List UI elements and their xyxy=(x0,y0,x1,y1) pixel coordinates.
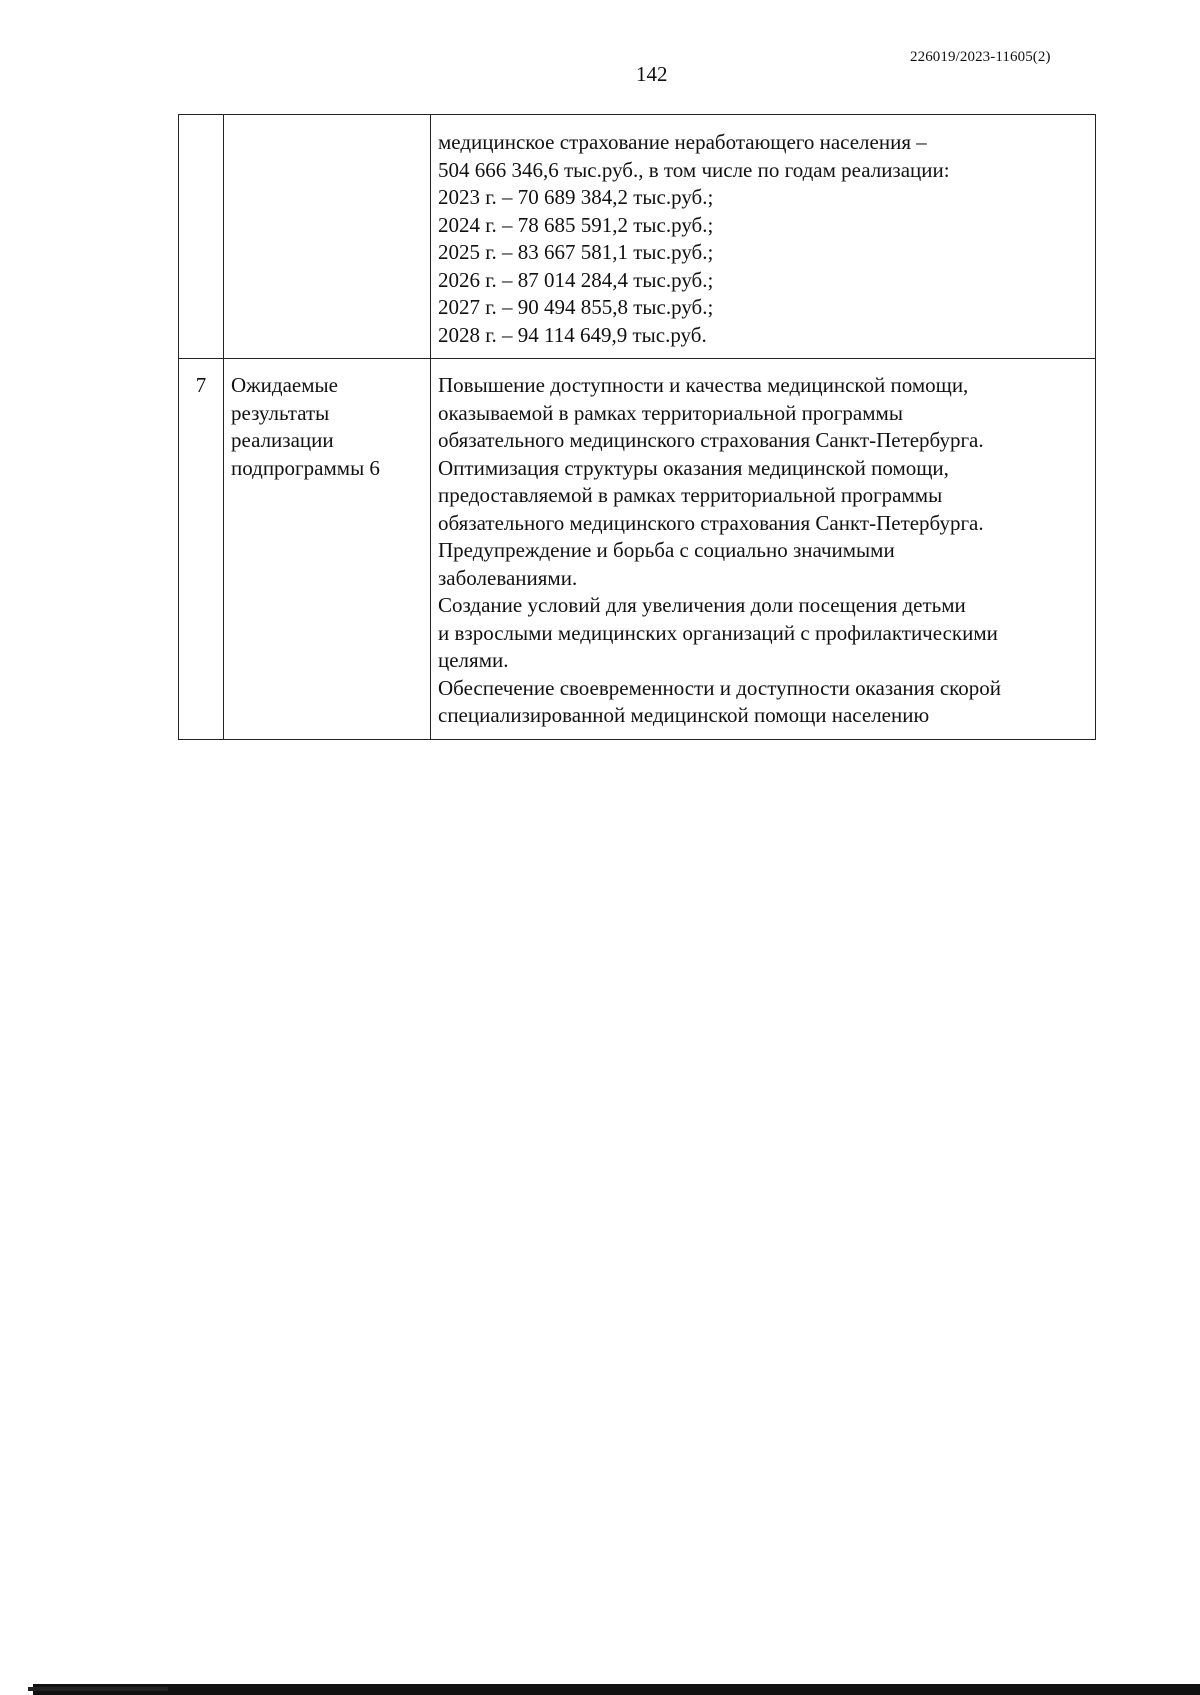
funding-line: 2028 г. – 94 114 649,9 тыс.руб. xyxy=(438,322,707,347)
scan-bottom-edge-mark xyxy=(28,1687,168,1691)
program-passport-table xyxy=(178,114,1096,740)
result-line: специализированной медицинской помощи населению xyxy=(438,703,930,727)
funding-line: 2027 г. – 90 494 855,8 тыс.руб.; xyxy=(438,295,714,319)
row-name-cell xyxy=(224,359,431,740)
funding-line: 504 666 346,6 тыс.руб., в том числе по годам реализации: xyxy=(438,157,950,182)
row-name-line: Ожидаемые xyxy=(231,373,338,397)
scan-bottom-edge xyxy=(33,1684,1200,1695)
result-line: Обеспечение своевременности и доступности оказания скорой xyxy=(438,675,1002,700)
row-number xyxy=(179,115,223,128)
page-number: 142 xyxy=(636,62,668,86)
row-name-line: подпрограммы 6 xyxy=(231,455,380,480)
funding-line: 2023 г. – 70 689 384,2 тыс.руб.; xyxy=(438,185,714,209)
result-line: обязательного медицинского страхования Санкт-Петербурга. xyxy=(438,428,984,452)
result-line: Создание условий для увеличения доли посещения детьми xyxy=(438,593,966,617)
result-line: целями. xyxy=(438,648,509,672)
row-name-cell xyxy=(224,115,431,359)
result-line: Повышение доступности и качества медицинской помощи, xyxy=(438,373,969,397)
row-name xyxy=(224,115,430,129)
result-line: обязательного медицинского страхования Санкт-Петербурга. xyxy=(438,510,984,535)
funding-line: 2025 г. – 83 667 581,1 тыс.руб.; xyxy=(438,240,714,264)
row-content-cell xyxy=(431,115,1096,359)
row-name-line: реализации xyxy=(231,428,334,452)
document-registration-number: 226019/2023-11605(2) xyxy=(910,49,1051,65)
result-line: Оптимизация структуры оказания медицинской помощи, xyxy=(438,455,949,480)
funding-line: 2026 г. – 87 014 284,4 тыс.руб.; xyxy=(438,267,714,292)
funding-line: 2024 г. – 78 685 591,2 тыс.руб.; xyxy=(438,212,714,237)
result-line: предоставляемой в рамках территориальной программы xyxy=(438,483,943,507)
table-row-expected-results xyxy=(179,359,1096,740)
row-name-line: результаты xyxy=(231,400,330,425)
result-line: и взрослыми медицинских организаций с профилактическими xyxy=(438,620,998,645)
row-number: 7 xyxy=(195,373,207,397)
table-row-funding xyxy=(179,115,1096,359)
result-line: оказываемой в рамках территориальной программы xyxy=(438,400,903,425)
row-number-cell xyxy=(179,359,224,740)
result-line: Предупреждение и борьба с социально значимыми xyxy=(438,538,895,562)
result-line: заболеваниями. xyxy=(438,565,578,590)
row-number-cell xyxy=(179,115,224,359)
row-content-cell xyxy=(431,359,1096,740)
funding-line: медицинское страхование неработающего населения – xyxy=(438,130,927,154)
